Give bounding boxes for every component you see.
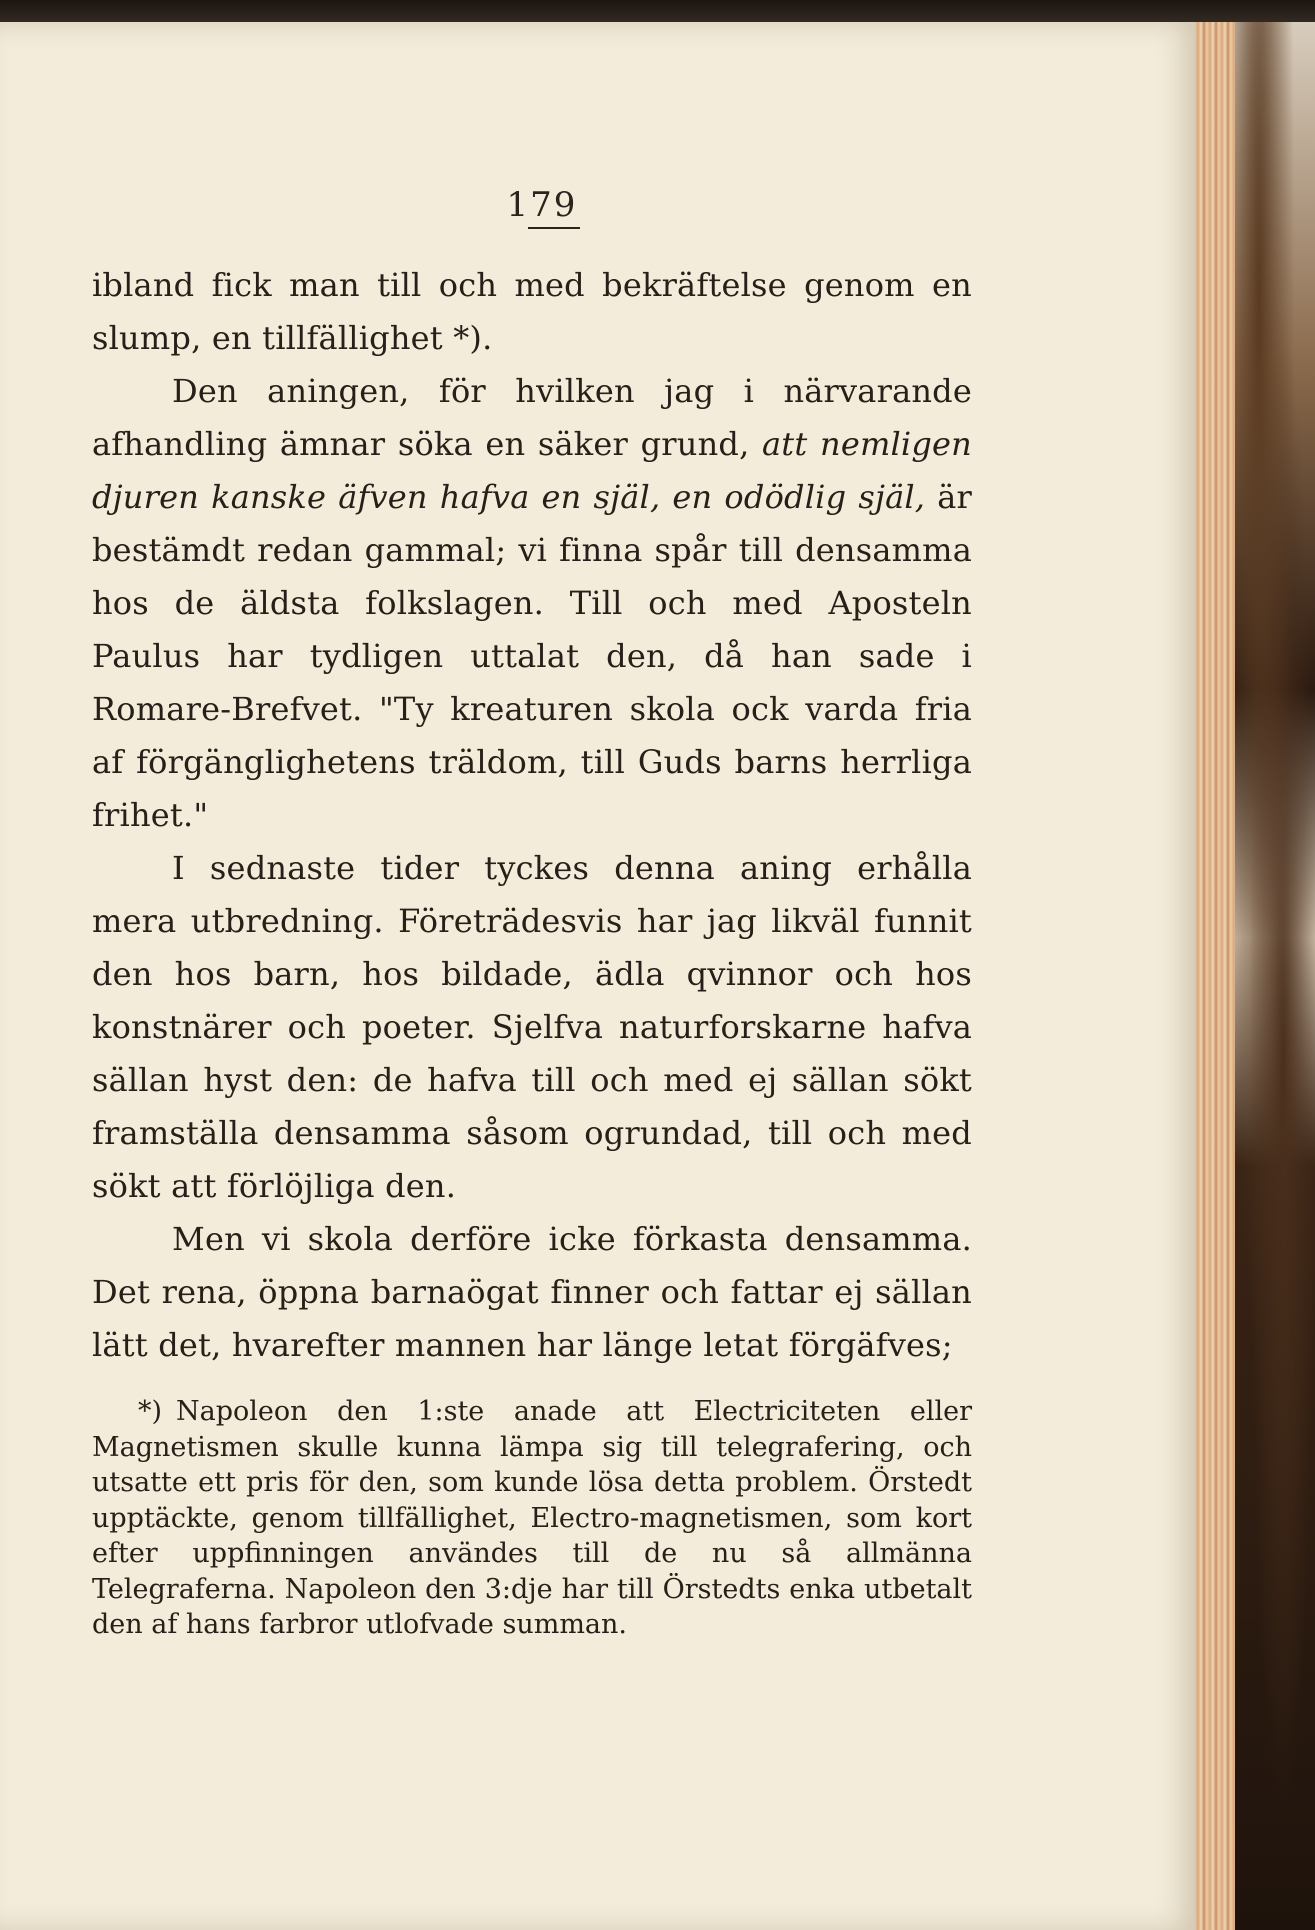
paragraph-1: ibland fick man till och med bekräftelse genom en slump, en tillfällighet *). [92,266,972,357]
footnote [92,1394,972,1643]
paragraph-2-italic: att nemligen djuren kanske äfven hafva en själ, en odödlig själ, [92,425,972,516]
page-edges [1195,22,1235,1930]
page-number: 179 [506,185,578,225]
backdrop [1235,22,1315,1930]
body-text [92,259,972,1372]
paragraph-2-post: är bestämdt redan gammal; vi finna spår till densamma hos de äldsta folkslagen. Till och med Aposteln Paulus har tydligen uttalat den, då han sade i Romare-Brefvet. "Ty kreaturen skola ock varda fria af förgänglighetens träldom, till Guds barns herrliga frihet." [92,478,973,834]
paragraph-2-pre: Den aningen, för hvilken jag i närvarande afhandling ämnar söka en säker grund, [92,372,972,463]
page-content [92,185,972,1643]
page-number-rule [528,227,580,229]
footnote-text: Napoleon den 1:ste anade att Electriciteten eller Magnetismen skulle kunna lämpa sig till telegrafering, och utsatte ett pris för den, som kunde lösa detta problem. Örstedt upptäckte, genom tillfällighet, Electro-magnetismen, som kort efter uppfinningen användes till de nu så allmänna Telegraferna. Napoleon den 3:dje har till Örstedts enka utbetalt den af hans farbror utlofvade summan. [92,1396,972,1640]
paragraph-2 [92,365,972,842]
paragraph-4: Men vi skola derföre icke förkasta densamma. Det rena, öppna barnaögat finner och fattar ej sällan lätt det, hvarefter mannen har länge letat förgäfves; [92,1220,972,1364]
footnote-marker: *) [137,1396,162,1427]
paragraph-3: I sednaste tider tyckes denna aning erhålla mera utbredning. Företrädesvis har jag likväl funnit den hos barn, hos bildade, ädla qvinnor och hos konstnärer och poeter. Sjelfva naturforskarne hafva sällan hyst den: de hafva till och med ej sällan sökt framställa densamma såsom ogrundad, till och med sökt att förlöjliga den. [92,849,972,1205]
